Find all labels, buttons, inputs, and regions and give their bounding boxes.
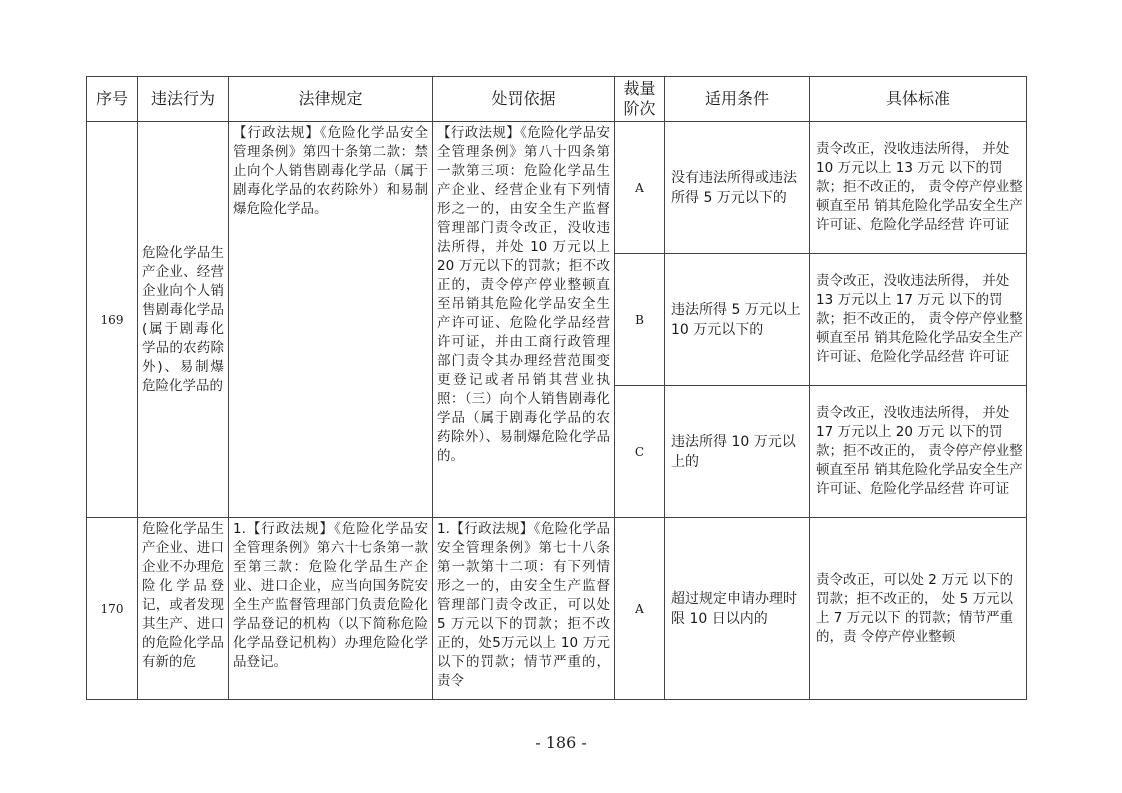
header-condition: 适用条件 <box>665 77 810 122</box>
violation-text: 危险化学品生产企业、进口企业不办理危险化学品登记，或者发现其生产、进口的危险化学品有新的危 <box>142 521 224 670</box>
header-standard: 具体标准 <box>810 77 1027 122</box>
standard-cell <box>810 122 1027 254</box>
legal-provision-cell <box>229 122 433 518</box>
condition-cell <box>665 518 810 700</box>
condition-text: 违法所得 5 万元以上 10 万元以下的 <box>671 301 801 338</box>
tier-label: B <box>615 254 665 386</box>
condition-text: 超过规定申请办理时限 10 日以内的 <box>671 590 797 627</box>
page-number: - 186 - <box>535 733 587 752</box>
violation-cell <box>138 518 229 700</box>
row-number: 170 <box>87 518 138 700</box>
standard-text: 责令改正，可以处 2 万元 以下的罚款；拒不改正的， 处 5 万元以上 7 万元以下 的罚款；情节严重的，责 令停产停业整顿 <box>816 571 1013 645</box>
table-row <box>87 122 1027 254</box>
tier-label: A <box>615 518 665 700</box>
tier-label: C <box>615 386 665 518</box>
table-row <box>87 518 1027 700</box>
standard-cell <box>810 518 1027 700</box>
standard-text: 责令改正，没收违法所得， 并处 17 万元以上 20 万元 以下的罚款；拒不改正的， 责令停产停业整顿直至吊 销其危险化学品安全生产 许可证、危险化学品经营 许可证 <box>816 405 1023 497</box>
standard-cell <box>810 254 1027 386</box>
penalty-basis-cell <box>433 518 615 700</box>
header-penalty-basis: 处罚依据 <box>433 77 615 122</box>
row-number: 169 <box>87 122 138 518</box>
condition-cell <box>665 122 810 254</box>
condition-cell <box>665 254 810 386</box>
tier-label: A <box>615 122 665 254</box>
violation-cell <box>138 122 229 518</box>
violation-text: 危险化学品生产企业、经营企业向个人销售剧毒化学品(属于剧毒化学品的农药除外)、易制爆危险化学品的 <box>142 244 224 394</box>
penalty-basis-text: 【行政法规】《危险化学品安全管理条例》第八十四条第一款第三项：危险化学品生产企业、经营企业有下列情形之一的，由安全生产监督管理部门责令改正，没收违法所得，并处 10 万元以上 20 万元以下的罚款；拒不改正的，责令停产停业整顿直至吊销其危险化学品安全生产许可证、危险化学品经营许可证，并由工商行政管理部门责令其办理经营范围变更登记或者吊销其营业执照：（三）向个人销售剧毒化学品（属于剧毒化学品的农药除外）、易制爆危险化学品的。 <box>437 125 610 464</box>
table-header-row <box>87 77 1027 122</box>
condition-text: 违法所得 10 万元以上的 <box>671 433 796 470</box>
header-tier-line2: 阶次 <box>623 99 656 118</box>
standard-text: 责令改正，没收违法所得， 并处 10 万元以上 13 万元 以下的罚款；拒不改正的， 责令停产停业整顿直至吊 销其危险化学品安全生产 许可证、危险化学品经营 许可证 <box>816 141 1023 233</box>
header-number: 序号 <box>87 77 138 122</box>
condition-cell <box>665 386 810 518</box>
standard-text: 责令改正，没收违法所得， 并处 13 万元以上 17 万元 以下的罚款；拒不改正的， 责令停产停业整顿直至吊 销其危险化学品安全生产 许可证、危险化学品经营 许可证 <box>816 273 1023 365</box>
penalty-standards-table <box>86 76 1027 700</box>
penalty-basis-text: 1.【行政法规】《危险化学品安全管理条例》第七十八条第一款第十二项：有下列情形之一的，由安全生产监督管理部门责令改正，可以处 5 万元以下的罚款；拒不改正的，处5万元以上 10 万元以下的罚款；情节严重的，责令 <box>437 521 610 689</box>
legal-provision-cell <box>229 518 433 700</box>
header-tier-line1: 裁量 <box>623 79 656 98</box>
header-tier <box>615 77 665 122</box>
condition-text: 没有违法所得或违法所得 5 万元以下的 <box>671 169 797 206</box>
header-violation: 违法行为 <box>138 77 229 122</box>
legal-provision-text: 【行政法规】《危险化学品安全管理条例》第四十条第二款：禁止向个人销售剧毒化学品（属于剧毒化学品的农药除外）和易制爆危险化学品。 <box>233 125 428 217</box>
legal-provision-text: 1.【行政法规】《危险化学品安全管理条例》第六十七条第一款至第三款：危险化学品生产企业、进口企业，应当向国务院安全生产监督管理部门负责危险化学品登记的机构（以下简称危险化学品登记机构）办理危险化学品登记。 <box>233 521 428 670</box>
header-legal-provision: 法律规定 <box>229 77 433 122</box>
standard-cell <box>810 386 1027 518</box>
penalty-basis-cell <box>433 122 615 518</box>
